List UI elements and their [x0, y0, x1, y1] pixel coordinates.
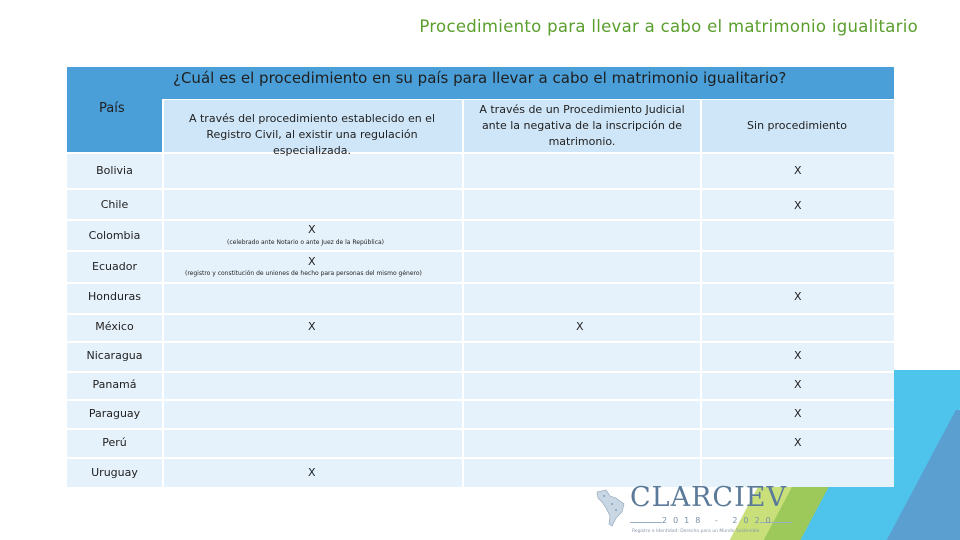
- col1-note: (celebrado ante Notario o ante Juez de la República): [227, 239, 385, 246]
- logo-subtitle: Registro e Identidad: Derecho para un Mundo Sostenible: [632, 529, 760, 534]
- country-cell: Paraguay: [88, 407, 141, 420]
- country-column-header: País: [99, 101, 125, 116]
- country-cell: Nicaragua: [86, 349, 143, 362]
- country-cell: Honduras: [88, 290, 141, 303]
- procedure-table: [67, 67, 894, 487]
- col3-mark: X: [794, 436, 802, 449]
- col1-mark: X: [308, 320, 316, 333]
- slide-title: Procedimiento para llevar a cabo el matrimonio igualitario: [419, 17, 918, 36]
- latin-america-map-icon: [594, 488, 628, 528]
- country-cell: México: [95, 320, 134, 333]
- col3-mark: X: [794, 290, 802, 303]
- country-cell: Bolivia: [96, 164, 133, 177]
- col2-mark: X: [576, 320, 584, 333]
- clarciev-logo: [590, 478, 805, 540]
- country-cell: Uruguay: [91, 466, 138, 479]
- col3-mark: X: [794, 349, 802, 362]
- col3-mark: X: [794, 199, 802, 212]
- country-cell: Panamá: [92, 378, 137, 391]
- col1-mark: X: [308, 223, 316, 236]
- logo-name: CLARCIEV: [630, 482, 787, 513]
- country-cell: Chile: [100, 198, 129, 211]
- col3-mark: X: [794, 407, 802, 420]
- col3-mark: X: [794, 164, 802, 177]
- table-body: [67, 152, 894, 487]
- country-cell: Perú: [102, 436, 127, 449]
- col1-mark: X: [308, 255, 316, 268]
- col1-note: (registro y constitución de uniones de hecho para personas del mismo género): [185, 270, 422, 277]
- table-question: ¿Cuál es el procedimiento en su país para llevar a cabo el matrimonio igualitario?: [173, 69, 787, 87]
- col3-header: Sin procedimiento: [747, 119, 847, 132]
- logo-years: 2018 - 2020: [662, 516, 777, 525]
- col1-header: A través del procedimiento establecido en el Registro Civil, al existir una regulación especializada.: [188, 112, 436, 157]
- col3-mark: X: [794, 378, 802, 391]
- col1-mark: X: [308, 466, 316, 479]
- col2-header: A través de un Procedimiento Judicial ante la negativa de la inscripción de matrimonio.: [479, 103, 685, 148]
- country-cell: Ecuador: [92, 260, 137, 273]
- country-cell: Colombia: [88, 229, 141, 242]
